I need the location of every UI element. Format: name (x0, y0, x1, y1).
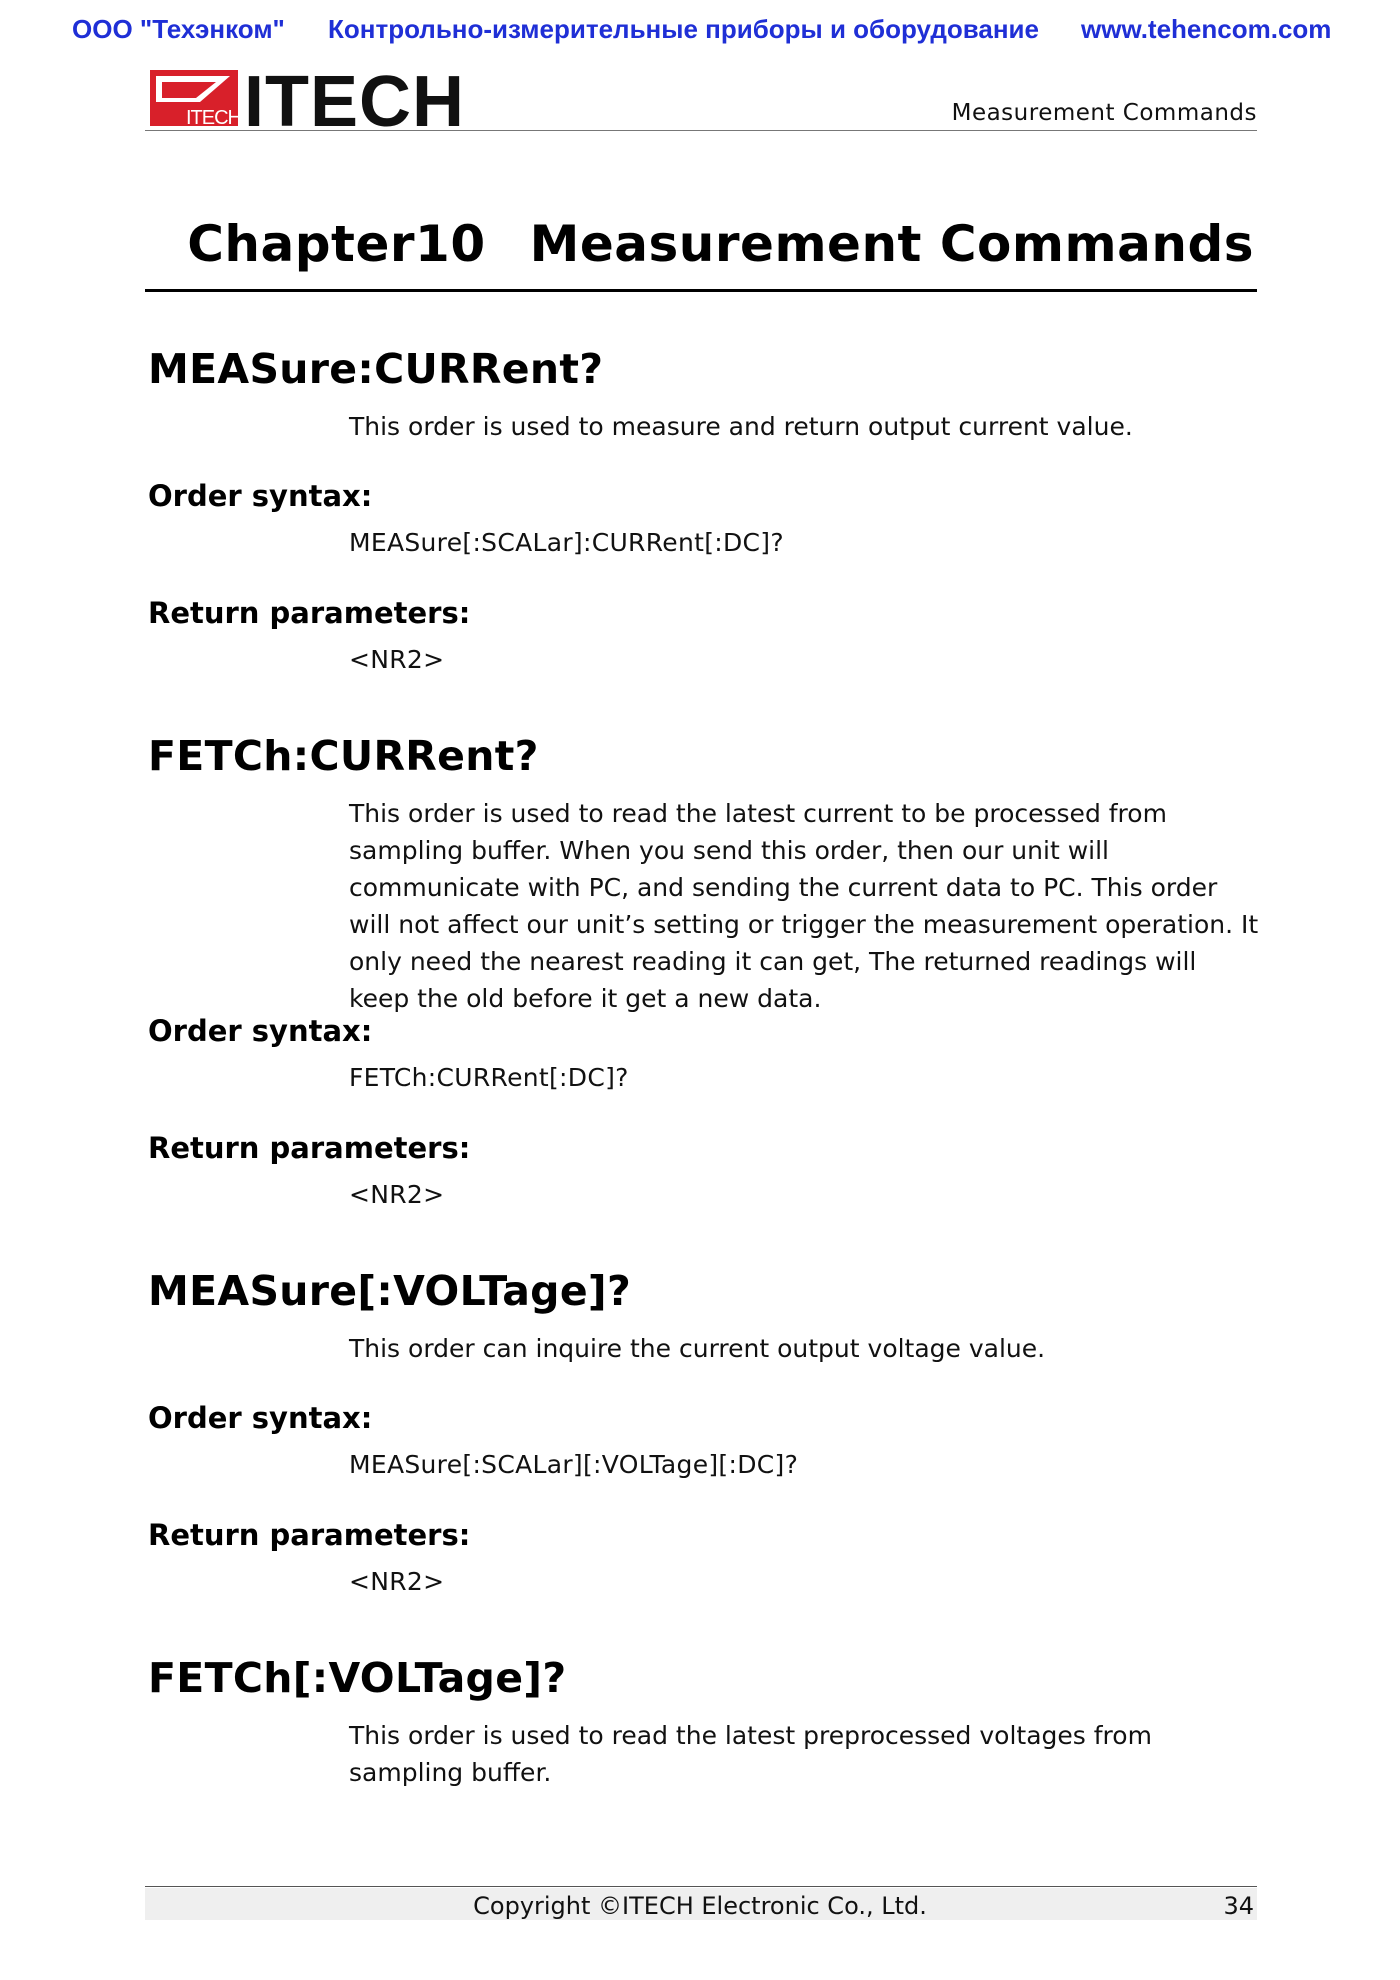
company-name: ООО "Техэнком" (72, 14, 285, 44)
return-value: <NR2> (349, 645, 445, 674)
command-heading: FETCh:CURRent? (148, 732, 539, 780)
command-syntax: FETCh:CURRent[:DC]? (349, 1063, 629, 1092)
syntax-label: Order syntax: (148, 1401, 373, 1435)
command-heading: MEASure:CURRent? (148, 345, 604, 393)
chapter-title (187, 215, 1254, 273)
chapter-number: Chapter10 (187, 215, 486, 273)
command-description: This order is used to read the latest preprocessed voltages from sampling buffer. (349, 1721, 1152, 1787)
top-banner (0, 14, 1400, 48)
command-heading: FETCh[:VOLTage]? (148, 1654, 567, 1702)
logo-badge-text: ITECH (186, 107, 241, 128)
chapter-divider (145, 289, 1257, 292)
return-label: Return parameters: (148, 1131, 471, 1165)
header-divider (145, 130, 1257, 131)
command-heading: MEASure[:VOLTage]? (148, 1267, 632, 1315)
logo-brand-text: ITECH (244, 68, 465, 128)
itech-logo (150, 68, 470, 128)
return-value: <NR2> (349, 1567, 445, 1596)
return-value: <NR2> (349, 1180, 445, 1209)
syntax-label: Order syntax: (148, 1014, 373, 1048)
return-label: Return parameters: (148, 1518, 471, 1552)
command-syntax: MEASure[:SCALar][:VOLTage][:DC]? (349, 1450, 799, 1479)
chapter-name: Measurement Commands (529, 215, 1254, 273)
syntax-label: Order syntax: (148, 479, 373, 513)
company-website[interactable]: www.tehencom.com (1081, 14, 1332, 44)
company-tagline: Контрольно-измерительные приборы и оборудование (328, 14, 1039, 44)
page-number: 34 (1223, 1892, 1254, 1920)
copyright: Copyright ©ITECH Electronic Co., Ltd. (473, 1892, 927, 1920)
footer-divider (145, 1886, 1257, 1887)
running-header: Measurement Commands (951, 100, 1257, 126)
return-label: Return parameters: (148, 596, 471, 630)
command-description: This order is used to read the latest current to be processed from sampling buffer. When you send this order, then our unit will communicate with PC, and sending the current data to PC. This order will not affect our unit’s setting or trigger the measurement operation. It only need the nearest reading it can get, The returned readings will keep the old before it get a new data. (349, 799, 1259, 1013)
command-description: This order is used to measure and return output current value. (349, 412, 1133, 441)
command-syntax: MEASure[:SCALar]:CURRent[:DC]? (349, 528, 784, 557)
command-description: This order can inquire the current output voltage value. (349, 1334, 1046, 1363)
